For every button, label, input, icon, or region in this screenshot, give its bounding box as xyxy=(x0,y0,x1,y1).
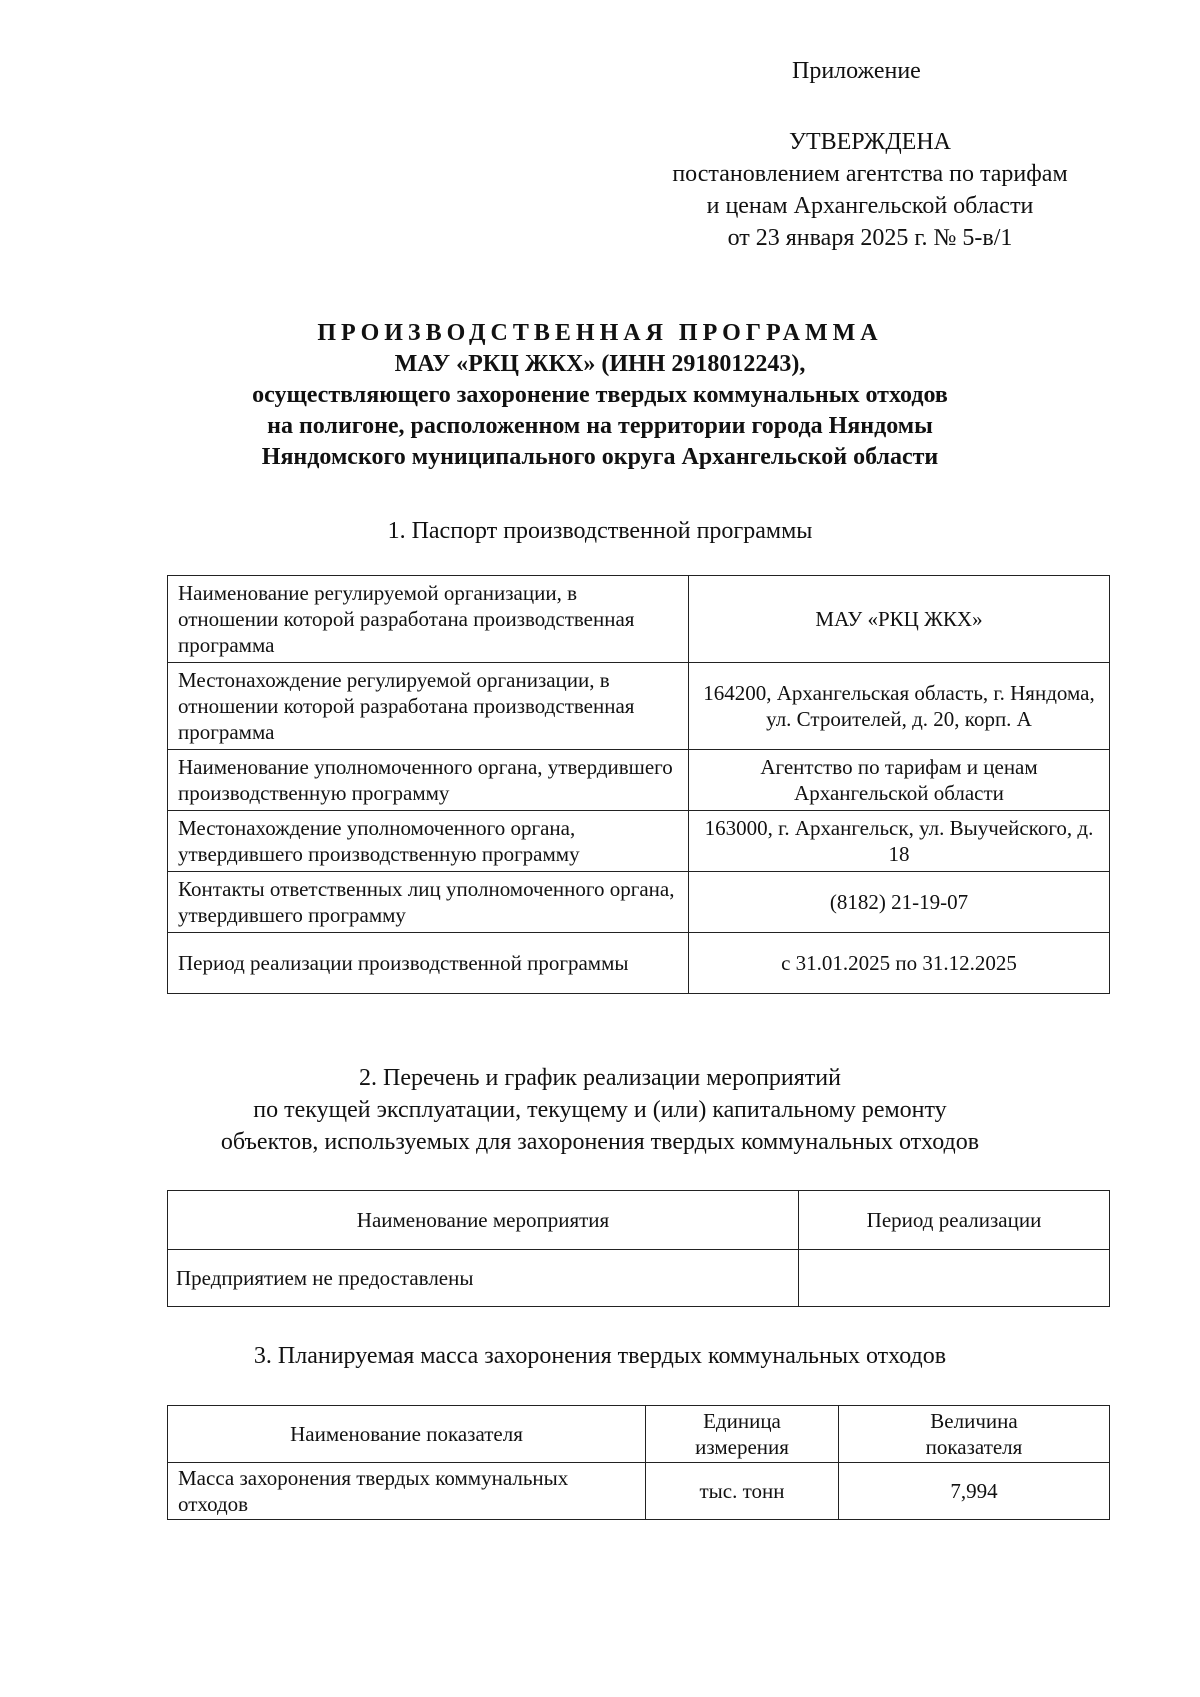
table-row xyxy=(168,750,1110,811)
passport-label: Местонахождение уполномоченного органа, утвердившего производственную программу xyxy=(168,811,689,872)
col-value-line: Величина xyxy=(930,1409,1018,1433)
passport-value: 163000, г. Архангельск, ул. Выучейского, д. 18 xyxy=(689,811,1110,872)
passport-value: МАУ «РКЦ ЖКХ» xyxy=(689,576,1110,663)
table-row xyxy=(168,1250,1110,1307)
table-row xyxy=(168,663,1110,750)
heading-line: по текущей эксплуатации, текущему и (или) капитальному ремонту xyxy=(253,1097,947,1123)
approval-line: от 23 января 2025 г. № 5-в/1 xyxy=(727,225,1013,251)
section-1-heading: 1. Паспорт производственной программы xyxy=(387,518,813,544)
approval-block xyxy=(620,126,1120,254)
indicator-unit-cell: тыс. тонн xyxy=(646,1463,839,1520)
appendix-label: Приложение xyxy=(792,58,921,84)
measures-table xyxy=(167,1190,1110,1307)
col-value-line: показателя xyxy=(925,1435,1023,1459)
title-line: Няндомского муниципального округа Архангельской области xyxy=(261,444,939,470)
passport-label: Наименование уполномоченного органа, утвердившего производственную программу xyxy=(168,750,689,811)
indicator-value-cell: 7,994 xyxy=(839,1463,1110,1520)
table-row xyxy=(168,811,1110,872)
table-row xyxy=(168,872,1110,933)
table-row xyxy=(168,933,1110,994)
approval-line: постановлением агентства по тарифам xyxy=(672,161,1068,187)
col-period: Период реализации xyxy=(799,1191,1110,1250)
title-line: ПРОИЗВОДСТВЕННАЯ ПРОГРАММА xyxy=(317,320,883,346)
passport-label: Период реализации производственной программы xyxy=(168,933,689,994)
table-header-row xyxy=(168,1191,1110,1250)
heading-line: объектов, используемых для захоронения твердых коммунальных отходов xyxy=(220,1129,980,1155)
col-unit-line: Единица xyxy=(703,1409,781,1433)
passport-label: Контакты ответственных лиц уполномоченного органа, утвердившего программу xyxy=(168,872,689,933)
measure-period-cell xyxy=(799,1250,1110,1307)
title-line: на полигоне, расположенном на территории города Няндомы xyxy=(267,413,933,439)
measure-name-cell: Предприятием не предоставлены xyxy=(168,1250,799,1307)
mass-table xyxy=(167,1405,1110,1520)
table-row xyxy=(168,576,1110,663)
document-title xyxy=(150,318,1050,473)
col-unit-line: измерения xyxy=(695,1435,789,1459)
section-2-heading xyxy=(150,1062,1050,1158)
passport-value: 164200, Архангельская область, г. Няндома, ул. Строителей, д. 20, корп. А xyxy=(689,663,1110,750)
table-row xyxy=(168,1463,1110,1520)
heading-line: 2. Перечень и график реализации мероприятий xyxy=(359,1065,841,1091)
passport-value: (8182) 21-19-07 xyxy=(689,872,1110,933)
title-line: осуществляющего захоронение твердых коммунальных отходов xyxy=(252,382,948,408)
passport-label: Наименование регулируемой организации, в отношении которой разработана производственная программа xyxy=(168,576,689,663)
passport-label: Местонахождение регулируемой организации, в отношении которой разработана производственная программа xyxy=(168,663,689,750)
col-indicator-name: Наименование показателя xyxy=(168,1406,646,1463)
title-line: МАУ «РКЦ ЖКХ» (ИНН 2918012243), xyxy=(394,351,806,377)
indicator-name-cell: Масса захоронения твердых коммунальных отходов xyxy=(168,1463,646,1520)
col-measure-name: Наименование мероприятия xyxy=(168,1191,799,1250)
passport-value: с 31.01.2025 по 31.12.2025 xyxy=(689,933,1110,994)
col-value xyxy=(839,1406,1110,1463)
section-3-heading: 3. Планируемая масса захоронения твердых коммунальных отходов xyxy=(253,1343,947,1369)
approval-title: УТВЕРЖДЕНА xyxy=(788,129,952,155)
approval-line: и ценам Архангельской области xyxy=(706,193,1034,219)
col-unit xyxy=(646,1406,839,1463)
passport-table xyxy=(167,575,1110,994)
table-header-row xyxy=(168,1406,1110,1463)
passport-value: Агентство по тарифам и ценам Архангельской области xyxy=(689,750,1110,811)
